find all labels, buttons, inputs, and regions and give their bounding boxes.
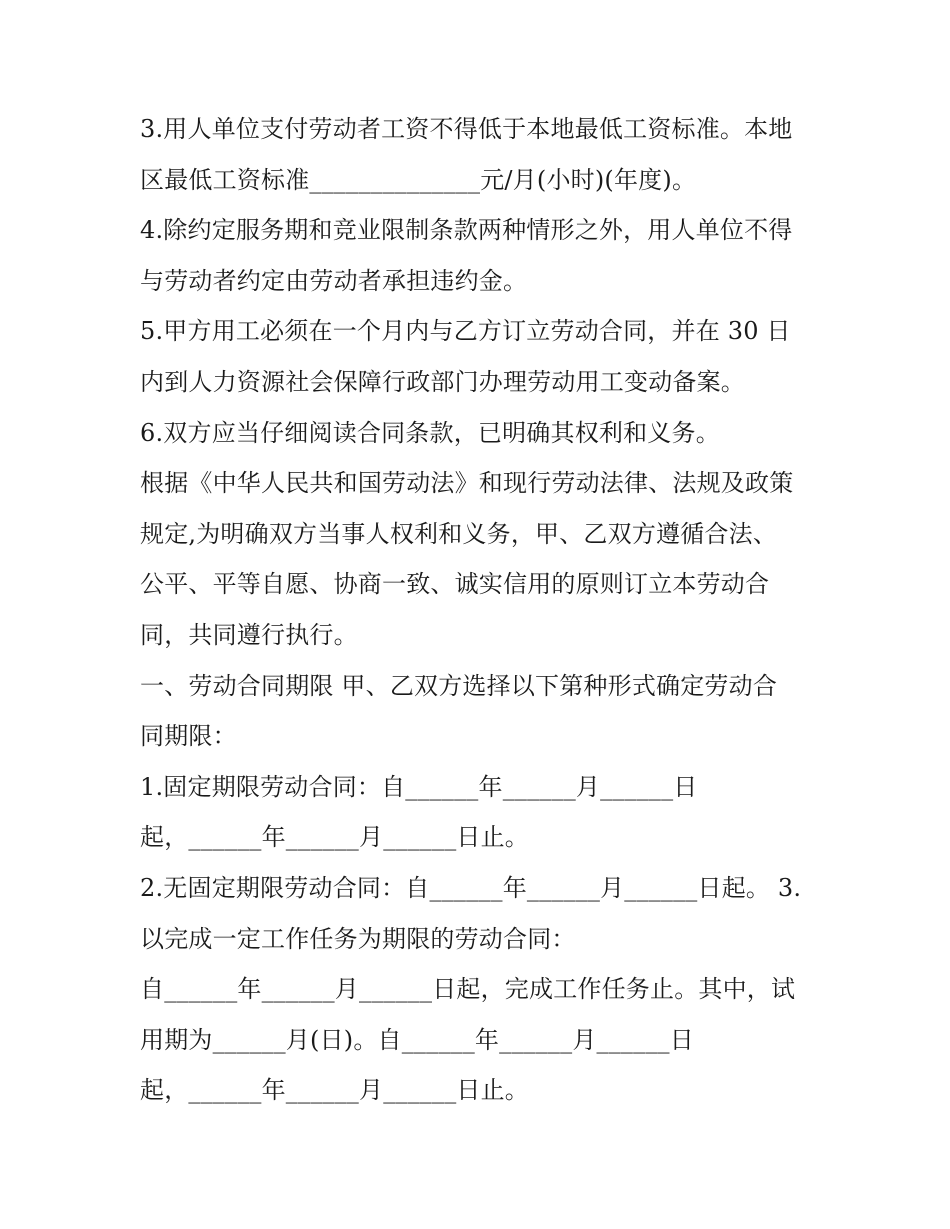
text-line: 根据《中华人民共和国劳动法》和现行劳动法律、法规及政策 — [140, 469, 794, 498]
text-line: 以完成一定工作任务为期限的劳动合同： — [140, 924, 576, 953]
text-line: 起，______年______月______日止。 — [140, 1076, 529, 1105]
text-line: 1.固定期限劳动合同：自______年______月______日 — [140, 772, 698, 801]
text-line: 4.除约定服务期和竞业限制条款两种情形之外，用人单位不得 — [140, 216, 793, 245]
text-line: 同，共同遵行执行。 — [140, 620, 358, 649]
text-line: 区最低工资标准______________元/月(小时)(年度)。 — [140, 165, 697, 194]
section-heading: 一、劳动合同期限 甲、乙双方选择以下第种形式确定劳动合 — [140, 671, 778, 700]
text-line: 起，______年______月______日止。 — [140, 823, 529, 852]
text-line: 同期限： — [140, 722, 237, 751]
document-body — [140, 104, 820, 1116]
text-line: 公平、平等自愿、协商一致、诚实信用的原则订立本劳动合 — [140, 570, 770, 599]
text-line: 与劳动者约定由劳动者承担违约金。 — [140, 266, 528, 295]
text-line: 2.无固定期限劳动合同：自______年______月______日起。 3. — [140, 873, 802, 902]
text-line: 6.双方应当仔细阅读合同条款，已明确其权利和义务。 — [140, 418, 720, 447]
text-line: 用期为______月(日)。自______年______月______日 — [140, 1025, 694, 1054]
text-line: 自______年______月______日起，完成工作任务止。其中，试 — [140, 975, 796, 1004]
text-line: 规定,为明确双方当事人权利和义务，甲、乙双方遵循合法、 — [140, 519, 778, 548]
text-line: 内到人力资源社会保障行政部门办理劳动用工变动备案。 — [140, 367, 745, 396]
text-line: 5.甲方用工必须在一个月内与乙方订立劳动合同，并在 30 日 — [140, 317, 791, 346]
text-line: 3.用人单位支付劳动者工资不得低于本地最低工资标准。本地 — [140, 115, 793, 143]
